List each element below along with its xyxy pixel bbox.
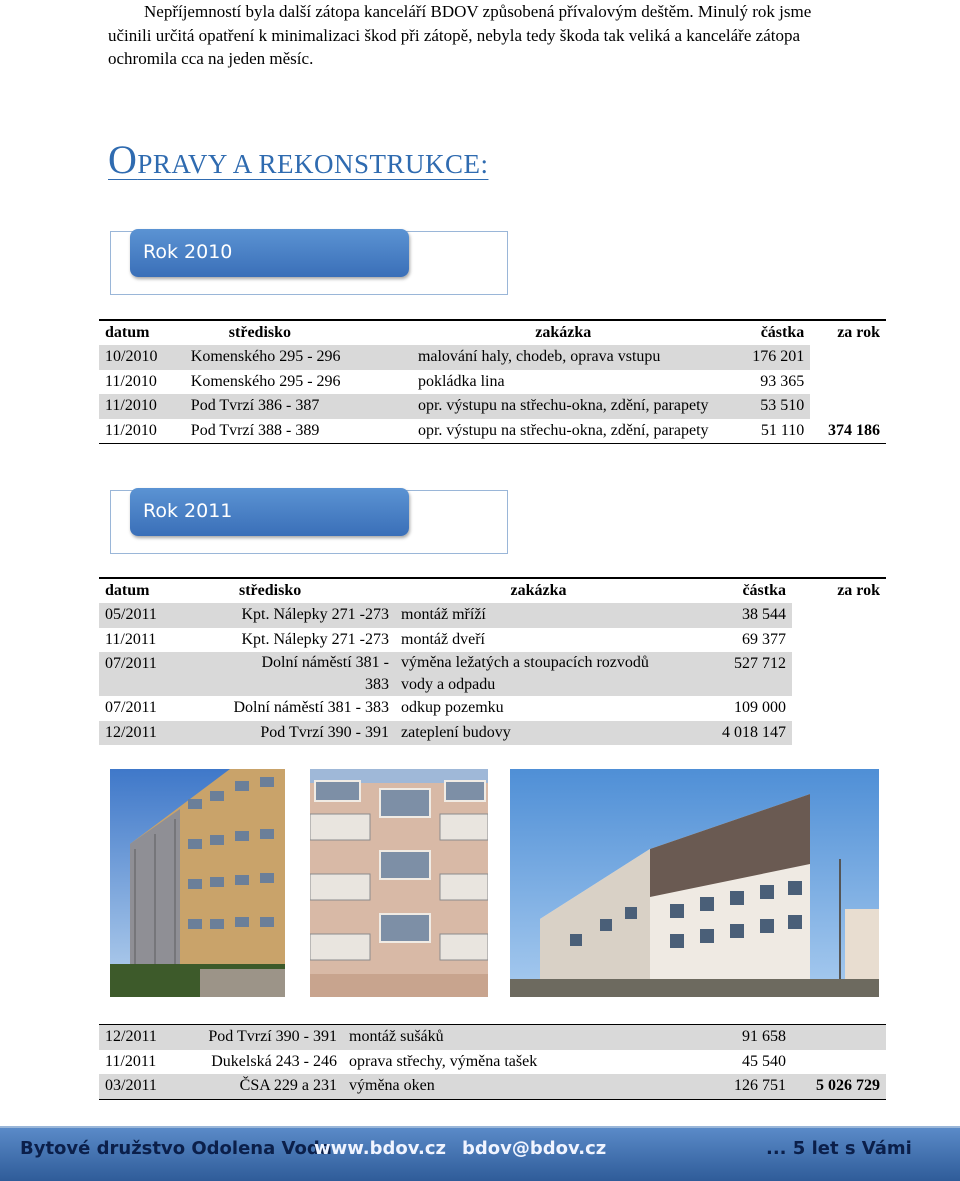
cell-zakazka: oprava střechy, výměna tašek xyxy=(349,1052,538,1070)
cell-zakazka: zateplení budovy xyxy=(395,721,682,746)
cell-castka: 69 377 xyxy=(742,630,786,648)
cell-stredisko: Pod Tvrzí 386 - 387 xyxy=(185,394,412,419)
cell-zarok xyxy=(792,603,886,628)
intro-line: učinili určitá opatření k minimalizaci škod při zátopě, nebyla tedy škoda tak veliká a kanceláře zátopa xyxy=(108,25,801,45)
cell-zarok xyxy=(792,696,886,721)
cell-datum: 07/2011 xyxy=(105,699,157,717)
table-row xyxy=(99,1050,886,1075)
cell-datum: 12/2011 xyxy=(99,721,181,746)
table-row xyxy=(99,394,886,419)
col-zakazka: zakázka xyxy=(535,324,592,341)
table-row xyxy=(99,345,886,370)
table-row xyxy=(99,628,886,653)
zakazka-line: vody a odpadu xyxy=(401,676,496,693)
table-2011-continued xyxy=(99,1024,886,1100)
cell-stredisko: ČSA 229 a 231 xyxy=(181,1074,343,1099)
cell-castka: 38 544 xyxy=(682,603,792,628)
cell-datum: 11/2011 xyxy=(105,630,157,648)
cell-zarok xyxy=(792,1025,886,1050)
cell-stredisko: Dolní náměstí 381 - 383 xyxy=(233,699,389,717)
cell-datum: 11/2010 xyxy=(99,394,185,419)
footer-tagline: ... 5 let s Vámi xyxy=(766,1138,912,1159)
cell-castka: 176 201 xyxy=(715,345,811,370)
cell-zakazka xyxy=(395,652,682,696)
cell-castka: 4 018 147 xyxy=(682,721,792,746)
cell-castka: 109 000 xyxy=(734,699,786,717)
year-2010-label: Rok 2010 xyxy=(130,229,409,277)
footer-website-link[interactable]: www.bdov.cz xyxy=(314,1138,446,1159)
cell-datum: 11/2011 xyxy=(105,1052,157,1070)
cell-zarok xyxy=(810,370,886,395)
col-datum: datum xyxy=(105,324,150,341)
table-row xyxy=(99,1025,886,1050)
stredisko-line: 383 xyxy=(365,676,389,693)
cell-zakazka: montáž mříží xyxy=(395,603,682,628)
footer-organization: Bytové družstvo Odolena Voda xyxy=(20,1138,332,1159)
cell-datum: 12/2011 xyxy=(99,1025,181,1050)
cell-zarok xyxy=(810,345,886,370)
table-row xyxy=(99,652,886,696)
cell-zakazka: opr. výstupu na střechu-okna, zdění, parapety xyxy=(412,419,715,444)
col-castka: částka xyxy=(760,324,805,341)
cell-castka: 51 110 xyxy=(715,419,811,444)
year-2011-label: Rok 2011 xyxy=(130,488,409,536)
cell-castka: 53 510 xyxy=(715,394,811,419)
table-header-row xyxy=(99,578,886,603)
col-datum: datum xyxy=(105,582,150,599)
cell-stredisko: Kpt. Nálepky 271 -273 xyxy=(241,630,389,648)
table-row xyxy=(99,603,886,628)
table-2011 xyxy=(99,577,886,745)
cell-zarok: 374 186 xyxy=(810,419,886,444)
table-row xyxy=(99,696,886,721)
cell-zakazka: opr. výstupu na střechu-okna, zdění, parapety xyxy=(412,394,715,419)
cell-datum: 11/2010 xyxy=(99,419,185,444)
col-zakazka: zakázka xyxy=(510,582,567,599)
intro-paragraph xyxy=(108,0,868,71)
cell-zakazka: montáž sušáků xyxy=(343,1025,682,1050)
col-stredisko: středisko xyxy=(228,324,292,341)
building-photo xyxy=(510,769,879,997)
cell-zakazka: pokládka lina xyxy=(417,372,505,390)
cell-datum: 07/2011 xyxy=(99,652,181,696)
cell-zakazka: malování haly, chodeb, oprava vstupu xyxy=(412,345,715,370)
cell-stredisko: Dukelská 243 - 246 xyxy=(211,1052,337,1070)
table-row xyxy=(99,370,886,395)
stredisko-line: Dolní náměstí 381 - xyxy=(261,654,389,671)
cell-stredisko: Pod Tvrzí 390 - 391 xyxy=(181,1025,343,1050)
cell-castka: 527 712 xyxy=(682,652,792,696)
table-header-row xyxy=(99,320,886,345)
cell-zarok xyxy=(792,628,886,653)
table-row xyxy=(99,1074,886,1099)
table-2010 xyxy=(99,319,886,444)
cell-zarok xyxy=(792,652,886,696)
intro-line: ochromila cca na jeden měsíc. xyxy=(108,49,314,68)
zakazka-line: výměna ležatých a stoupacích rozvodů xyxy=(401,654,649,671)
heading-initial: O xyxy=(108,137,138,182)
cell-zarok xyxy=(792,721,886,746)
cell-castka: 93 365 xyxy=(760,372,805,390)
cell-datum: 10/2010 xyxy=(99,345,185,370)
cell-zakazka: montáž dveří xyxy=(401,630,485,648)
col-zarok: za rok xyxy=(837,582,880,599)
footer-email-link[interactable]: bdov@bdov.cz xyxy=(462,1138,607,1159)
cell-zarok: 5 026 729 xyxy=(792,1074,886,1099)
intro-line: Nepříjemností byla další zátopa kanceláří BDOV způsobená přívalovým deštěm. Minulý rok jsme xyxy=(144,2,812,21)
col-stredisko: středisko xyxy=(239,582,302,599)
cell-stredisko: Komenského 295 - 296 xyxy=(190,372,341,390)
section-heading xyxy=(108,136,488,183)
col-castka: částka xyxy=(742,582,786,599)
col-zarok: za rok xyxy=(837,324,880,341)
cell-stredisko: Kpt. Nálepky 271 -273 xyxy=(181,603,395,628)
cell-zakazka: výměna oken xyxy=(343,1074,682,1099)
cell-zakazka: odkup pozemku xyxy=(401,699,504,717)
building-photo xyxy=(310,769,488,997)
cell-castka: 91 658 xyxy=(682,1025,792,1050)
cell-stredisko: Komenského 295 - 296 xyxy=(185,345,412,370)
cell-castka: 126 751 xyxy=(682,1074,792,1099)
cell-castka: 45 540 xyxy=(742,1052,786,1070)
table-row xyxy=(99,419,886,444)
table-row xyxy=(99,721,886,746)
cell-zarok xyxy=(792,1050,886,1075)
cell-datum: 05/2011 xyxy=(99,603,181,628)
building-photo xyxy=(110,769,285,997)
cell-datum: 11/2010 xyxy=(105,372,157,390)
cell-stredisko: Pod Tvrzí 390 - 391 xyxy=(181,721,395,746)
cell-datum: 03/2011 xyxy=(99,1074,181,1099)
cell-stredisko xyxy=(181,652,395,696)
footer-banner xyxy=(0,1126,960,1181)
cell-zarok xyxy=(810,394,886,419)
cell-stredisko: Pod Tvrzí 388 - 389 xyxy=(185,419,412,444)
heading-rest: PRAVY A REKONSTRUKCE: xyxy=(137,149,489,179)
